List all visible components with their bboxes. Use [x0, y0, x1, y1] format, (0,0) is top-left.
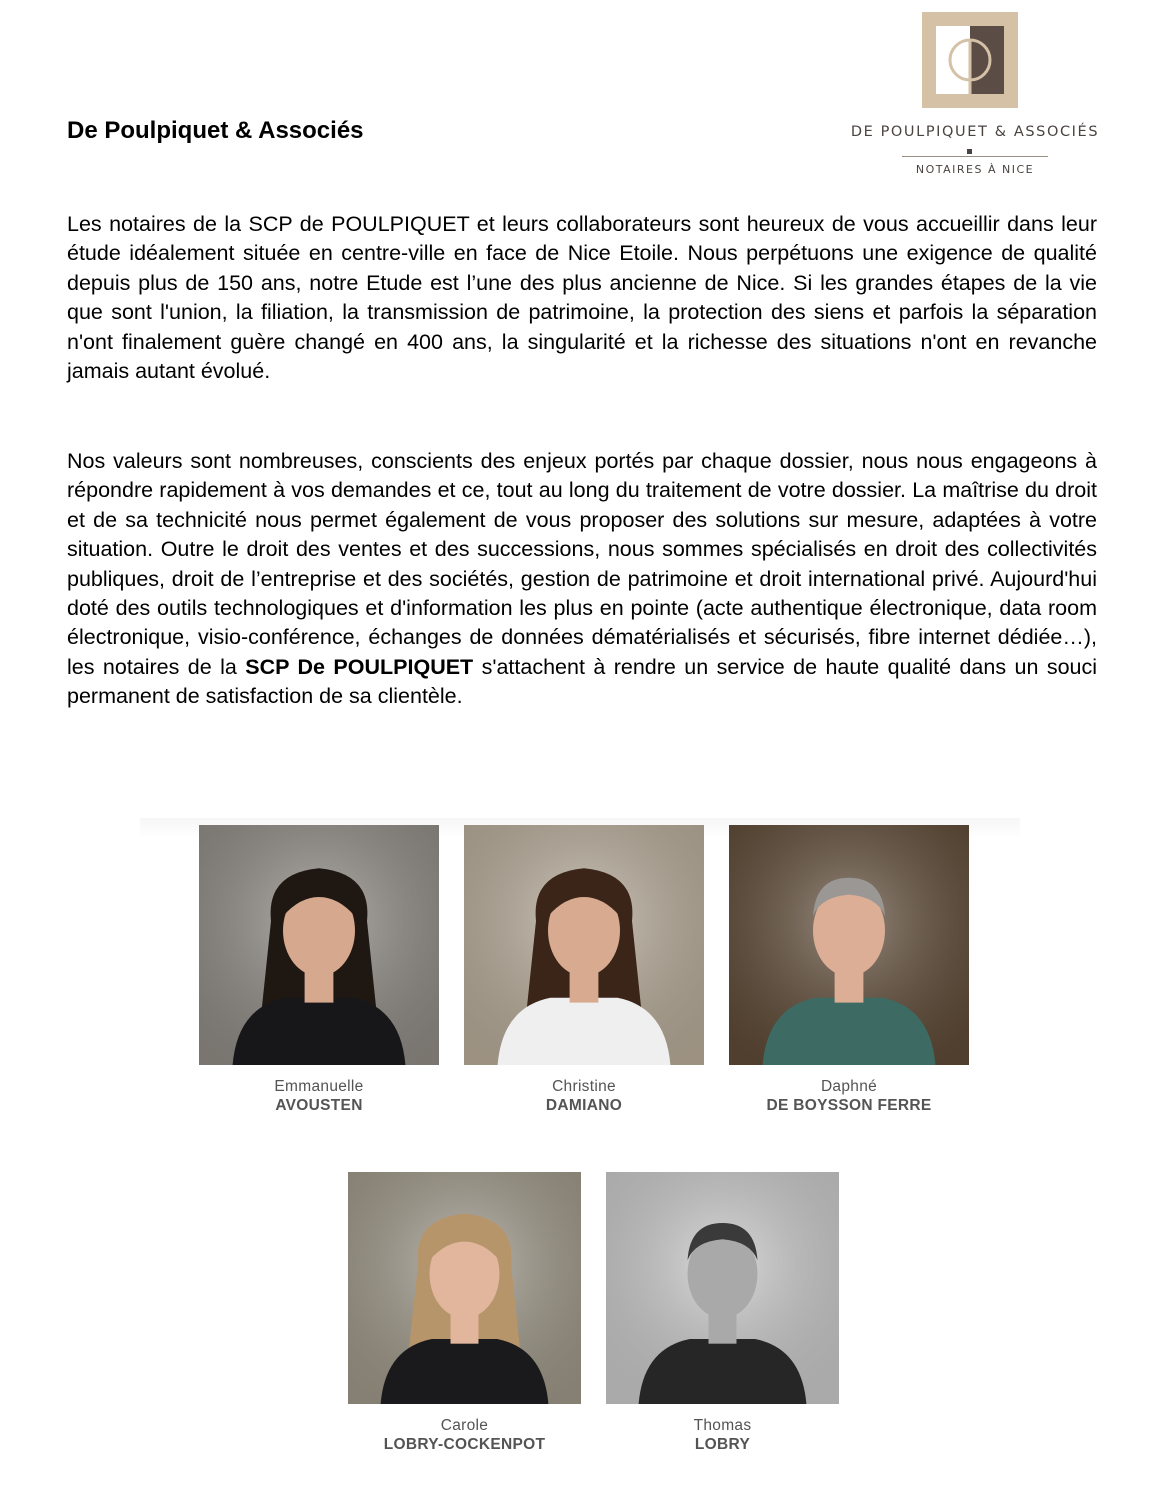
logo-dot — [967, 149, 972, 154]
team-member-first-name: Emmanuelle — [274, 1078, 364, 1095]
portrait-man-grayscale — [606, 1172, 839, 1404]
portrait-woman-blonde-hair — [348, 1172, 581, 1404]
team-member-caption — [464, 1077, 704, 1115]
values-text-end: s'attachent à rendre un service de haute qualité dans un souci permanent de satisfaction de sa clientèle. — [67, 654, 1098, 709]
team-member — [348, 1172, 581, 1454]
portrait-woman-long-hair — [464, 825, 704, 1065]
team-member-caption — [729, 1077, 969, 1115]
team-member-caption — [199, 1077, 439, 1115]
team-member-first-name: Thomas — [693, 1417, 752, 1434]
team-member — [199, 825, 439, 1115]
team-member-caption — [606, 1416, 839, 1454]
team-member-last-name: AVOUSTEN — [275, 1097, 363, 1114]
team-member-last-name: LOBRY-COCKENPOT — [383, 1436, 546, 1453]
team-member-first-name: Daphné — [820, 1078, 878, 1095]
team-member — [464, 825, 704, 1115]
logo-divider — [902, 156, 1048, 157]
intro-paragraph: Les notaires de la SCP de POULPIQUET et leurs collaborateurs sont heureux de vous accueillir dans leur étude idéalement située en centre-ville en face de Nice Etoile. Nous perpétuons une exigence de qualité depuis plus de 150 ans, notre Etude est l’une des plus ancienne de Nice. Si les grandes étapes de la vie que sont l'union, la filiation, la transmission de patrimoine, la protection des siens et parfois la séparation n'ont finalement guère changé en 400 ans, la singularité et la richesse des situations n'ont en revanche jamais autant évolué. — [67, 212, 1097, 384]
team-member-first-name: Carole — [440, 1417, 489, 1434]
portrait-woman-dark-hair — [199, 825, 439, 1065]
team-member-caption — [348, 1416, 581, 1454]
logo — [840, 12, 1110, 182]
values-text-strong: SCP De POULPIQUET — [245, 654, 474, 679]
logo-mark-icon — [922, 12, 1018, 108]
team-member-last-name: DAMIANO — [545, 1097, 623, 1114]
team-member — [729, 825, 969, 1115]
team-member-first-name: Christine — [552, 1078, 616, 1095]
logo-subtitle: NOTAIRES À NICE — [915, 163, 1035, 176]
values-text-start: Nos valeurs sont nombreuses, conscients des enjeux portés par chaque dossier, nous nous engageons à répondre rapidement à vos demandes et ce, tout au long du traitement de votre dossier. La maîtrise du droit et de sa technicité nous permet également de vous proposer des solutions sur mesure, adaptées à votre situation. Outre le droit des ventes et des successions, nous sommes spécialisés en droit des collectivités publiques, droit de l’entreprise et des sociétés, gestion de patrimoine et droit international privé. Aujourd'hui doté des outils technologiques et d'information les plus en pointe (acte authentique électronique, data room électronique, visio-conférence, échanges de données dématérialisés et sécurisés, fibre internet dédiée…), les notaires de la — [67, 449, 1097, 679]
logo-name: DE POULPIQUET & ASSOCIÉS — [850, 124, 1100, 140]
team-member-last-name: DE BOYSSON FERRE — [766, 1097, 932, 1114]
portrait-woman-grey-hair — [729, 825, 969, 1065]
page-title: De Poulpiquet & Associés — [67, 117, 364, 144]
team-member-last-name: LOBRY — [694, 1436, 751, 1453]
values-paragraph — [67, 447, 1097, 712]
team-member — [606, 1172, 839, 1454]
